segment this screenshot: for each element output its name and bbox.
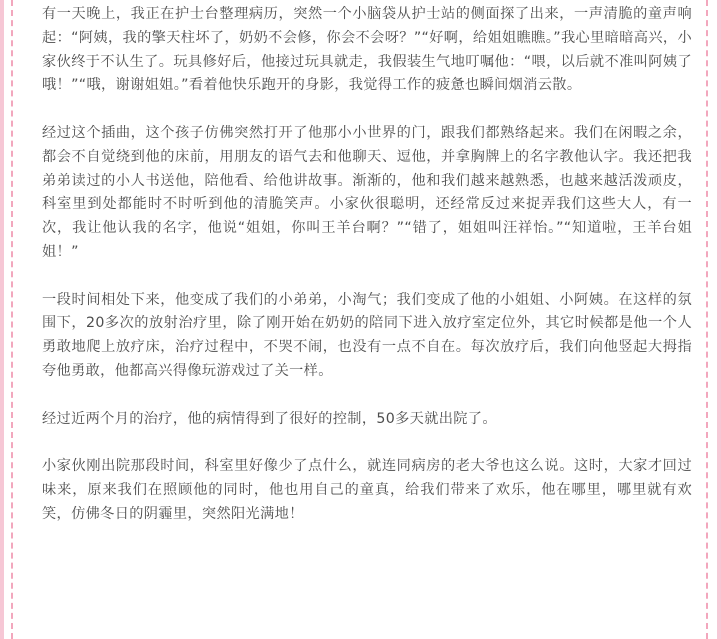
paragraph-3: 一段时间相处下来，他变成了我们的小弟弟，小淘气；我们变成了他的小姐姐、小阿姨。在这样的氛围下，20多次的放射治疗里，除了刚开始在奶奶的陪同下进入放疗室定位外，其它时候都是他一个人勇敢地爬上放疗床，治疗过程中，不哭不闹，也没有一点不自在。每次放疗后，我们向他竖起大拇指夸他勇敢，他都高兴得像玩游戏过了关一样。 [42,291,692,379]
paragraph-5: 小家伙刚出院那段时间，科室里好像少了点什么，就连同病房的老大爷也这么说。这时，大家才回过味来，原来我们在照顾他的同时，他也用自己的童真，给我们带来了欢乐，他在哪里，哪里就有欢笑，仿佛冬日的阴霾里，突然阳光满地！ [42,458,692,522]
paragraph-1: 有一天晚上，我正在护士台整理病历，突然一个小脑袋从护士站的侧面探了出来，一声清脆的童声响起：“阿姨，我的擎天柱坏了，奶奶不会修，你会不会呀？”“好啊，给姐姐瞧瞧。”我心里暗暗高兴，小家伙终于不认生了。玩具修好后，他接过玩具就走，我假装生气地叮嘱他：“喂，以后就不准叫阿姨了哦！”“哦，谢谢姐姐。”看着他快乐跑开的身影，我觉得工作的疲惫也瞬间烟消云散。 [42,6,692,94]
paragraph-2: 经过这个插曲，这个孩子仿佛突然打开了他那小小世界的门，跟我们都熟络起来。我们在闲暇之余，都会不自觉绕到他的床前，用朋友的语气去和他聊天、逗他，并拿胸牌上的名字教他认字。我还把我弟弟读过的小人书送他，陪他看、给他讲故事。渐渐的，他和我们越来越熟悉，也越来越活泼顽皮，科室里到处都能时不时听到他的清脆笑声。小家伙很聪明，还经常反过来捉弄我们这些大人，有一次，我让他认我的名字，他说“姐姐，你叫王羊台啊？”“错了，姐姐叫汪祥怡。”“知道啦，王羊台姐姐！” [42,124,692,260]
right-dashed-border [706,0,708,639]
right-pink-edge [717,0,721,639]
left-dashed-border [11,0,13,639]
article-body [42,3,692,550]
paragraph-4: 经过近两个月的治疗，他的病情得到了很好的控制，50多天就出院了。 [42,410,497,427]
left-pink-edge [0,0,4,639]
